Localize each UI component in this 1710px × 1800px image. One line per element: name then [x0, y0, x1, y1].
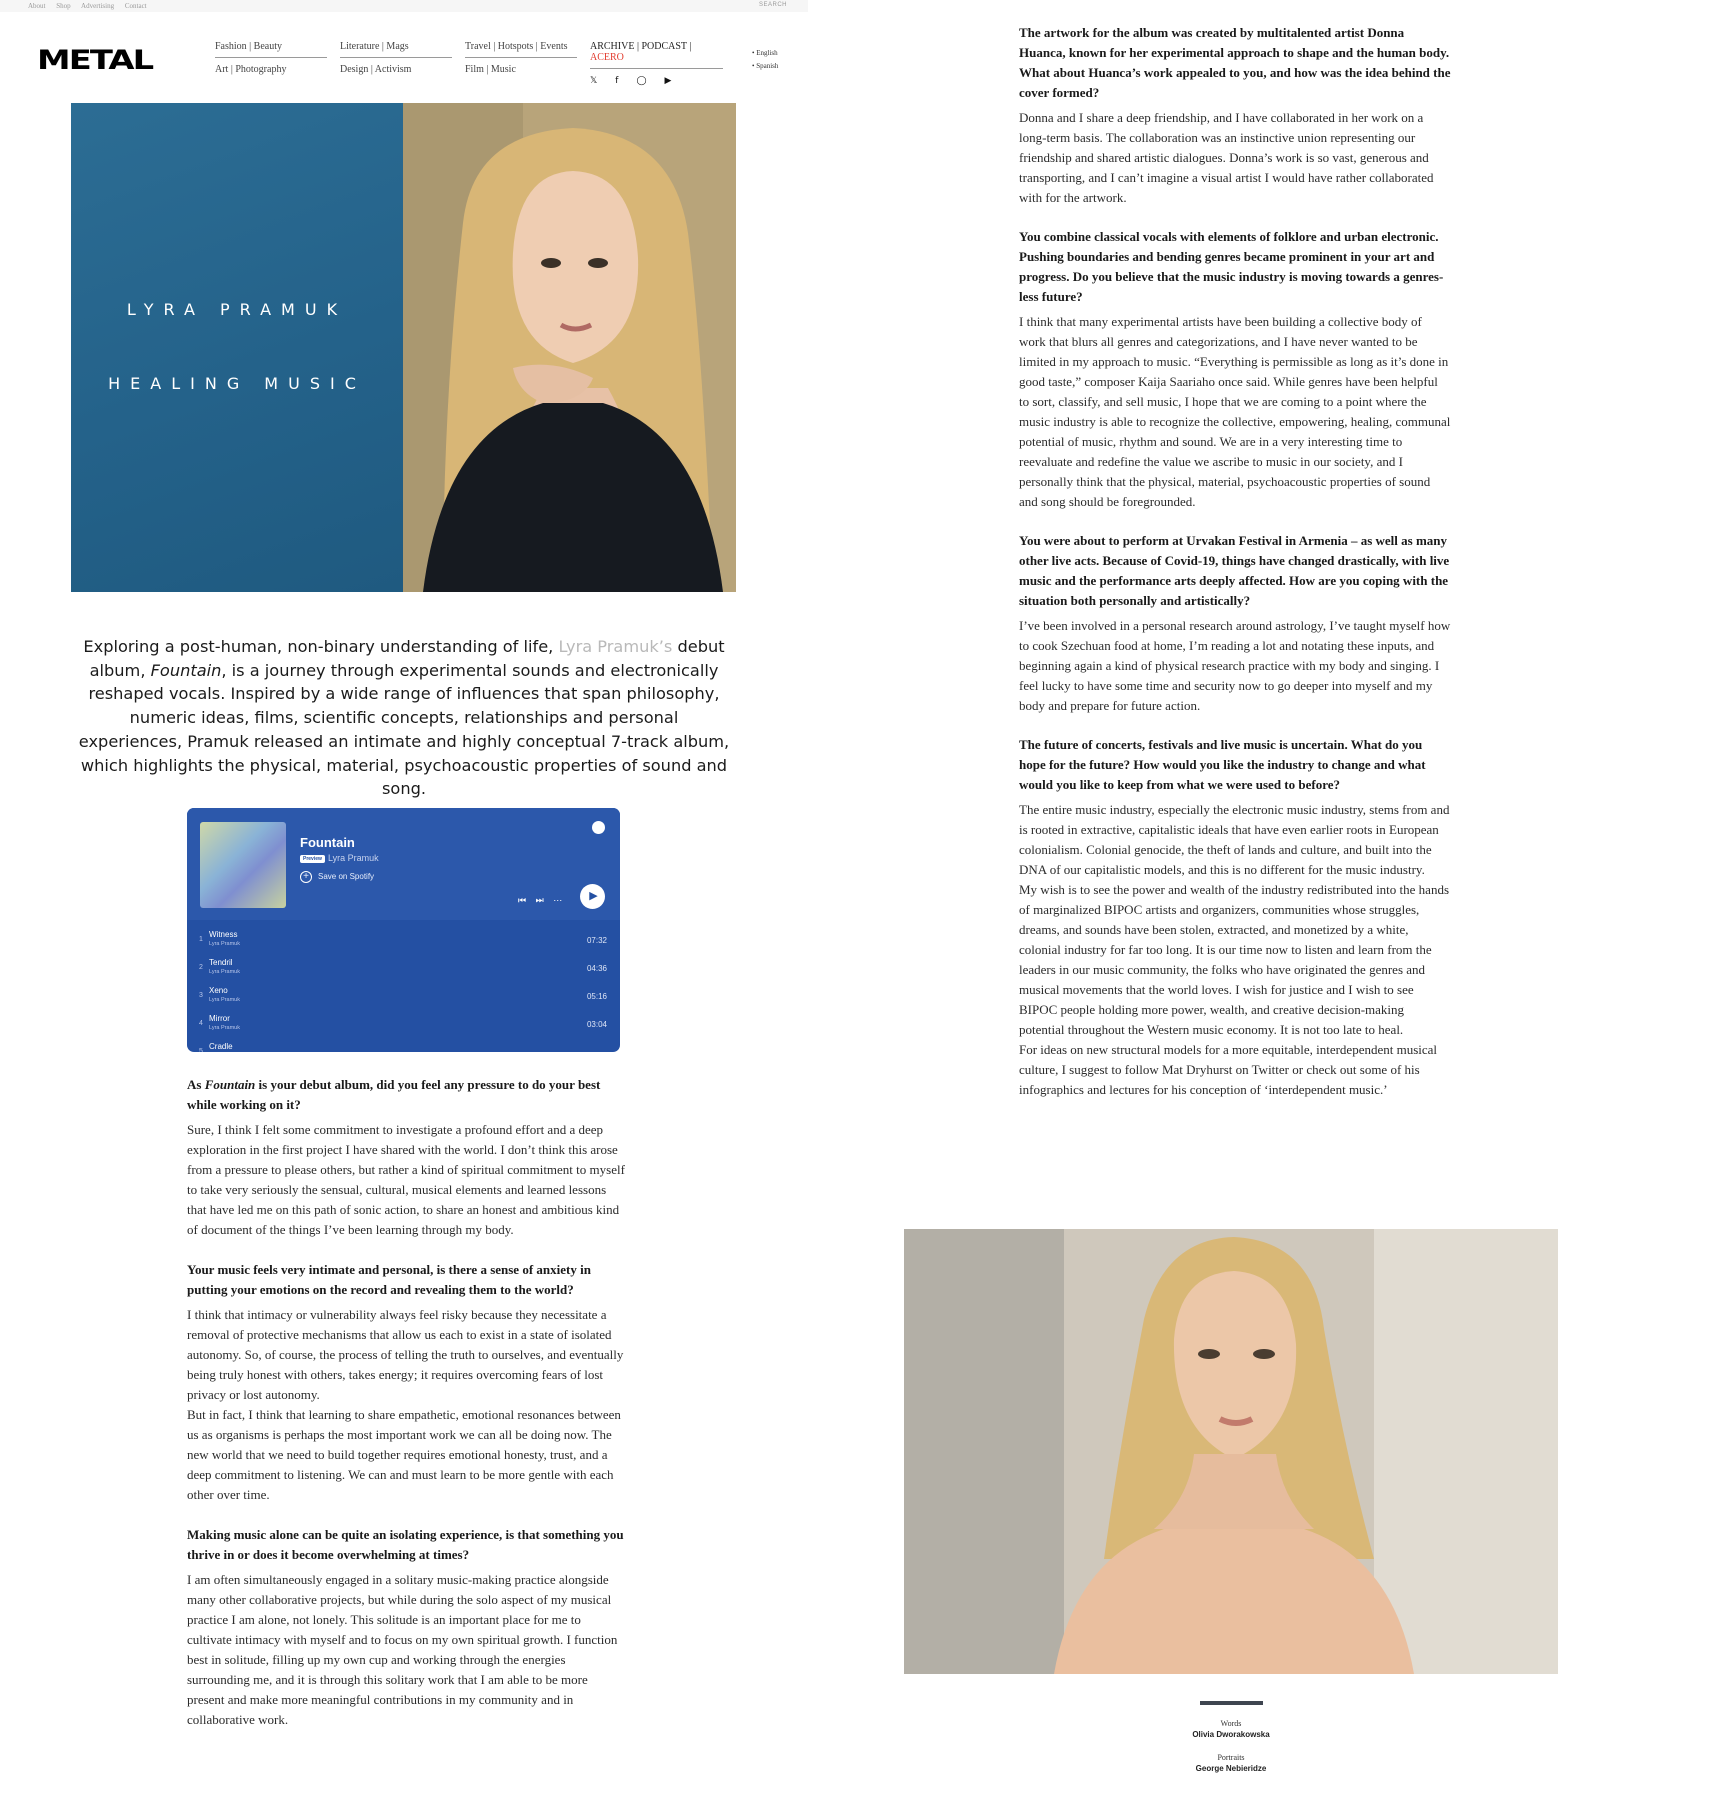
question: You were about to perform at Urvakan Festival in Armenia – as well as many other live acts. Because of Covid-19, things have changed drastically, with live music and the performance arts deeply affected. How are you coping with the situation both personally and artistically? [1019, 533, 1450, 608]
menu-column-3 [465, 41, 577, 75]
menu-column-1 [215, 41, 327, 75]
question: You combine classical vocals with elements of folklore and urban electronic. Pushing boundaries and bending genres became prominent in your art and progress. Do you believe that the music industry is moving towards a genres-less future? [1019, 229, 1444, 304]
menu-film-music[interactable]: Film | Music [465, 64, 516, 75]
track-artist: Lyra Pramuk [209, 969, 240, 975]
answer: My wish is to see the power and wealth of the industry redistributed into the hands of marginalized BIPOC artists and organizers, communities whose struggles, dreams, and sounds have been stolen, extracted, and monetized by a white, colonial industry for far too long. It is our time now to listen and learn from the leaders in our music community, the folks who have originated the genres and musical movements that the world loves. I wish for justice and I wish to see BIPOC people holding more power, wealth, and creative decision-making potential throughout the Western music economy. It is not too late to heal. [1019, 882, 1450, 1037]
track-row[interactable] [187, 926, 620, 954]
track-number: 1 [199, 936, 203, 943]
menu-column-4 [590, 41, 723, 86]
answer: For ideas on new structural models for a more equitable, interdependent musical culture, I suggest to follow Mat Dryhurst on Twitter or check out some of his infographics and lectures for his conception of ‘interdependent music.’ [1019, 1042, 1438, 1097]
answer: I am often simultaneously engaged in a solitary music-making practice alongside many other collaborative projects, but while during the solo aspect of my musical practice I am alone, not lonely. This solitude is an important place for me to cultivate intimacy with myself and to focus on my own spiritual growth. I function best in solitude, filling up my own cup and working through the energies surrounding me, and it is through this solitary work that I am able to be more present and make more meaningful contributions in my community and in collaborative work. [187, 1572, 618, 1727]
previous-track-icon[interactable]: ⏮ [518, 895, 527, 905]
intro-text-2: debut album, [89, 637, 725, 680]
nav-contact-link[interactable]: Contact [124, 2, 147, 10]
menu-art-photography[interactable]: Art | Photography [215, 64, 287, 75]
track-title: Tendril [209, 958, 233, 967]
question: Your music feels very intimate and personal, is there a sense of anxiety in putting your emotions on the record and revealing them to the world? [187, 1262, 591, 1297]
menu-acero[interactable]: ACERO [590, 52, 624, 63]
language-switcher [752, 47, 778, 73]
intro-text-1: Exploring a post-human, non-binary understanding of life, [83, 637, 559, 656]
facebook-icon[interactable]: f [615, 76, 619, 86]
top-nav [28, 2, 156, 10]
question: Making music alone can be quite an isolating experience, is that something you thrive in or does it become overwhelming at times? [187, 1527, 624, 1562]
track-artist: Lyra Pramuk [209, 997, 240, 1003]
artist-link[interactable]: Lyra Pramuk’s [558, 637, 673, 656]
social-links [590, 69, 723, 86]
credits [1131, 1718, 1331, 1786]
intro-album-title: Fountain [150, 660, 222, 680]
instagram-icon[interactable]: ◯ [636, 76, 647, 86]
menu-archive-podcast-label[interactable]: ARCHIVE | PODCAST | [590, 41, 692, 52]
hero-title-panel [71, 103, 403, 592]
answer: I think that many experimental artists have been building a collective body of work that blurs all genres and categorizations, and I have never wanted to be limited in my approach to music. “Everything is permissible as long as it’s done in good taste,” composer Kaija Saariaho once said. While genres have been helpful to sort, classify, and sell music, I hope that we are coming to a point where the music industry is able to recognize the collective, empowering, healing, communal potential of music, rhythm and sound. We are in a very interesting time to reevaluate and redefine the value we ascribe to music in our society, and I personally think that the physical, material, psychoacoustic properties of sound and song should be foregrounded. [1019, 314, 1451, 509]
youtube-icon[interactable]: ▶ [664, 76, 672, 86]
second-portrait-image [904, 1229, 1558, 1674]
lang-spanish[interactable]: • Spanish [752, 62, 779, 70]
track-row[interactable] [187, 954, 620, 982]
question [187, 1075, 627, 1115]
track-number: 4 [199, 1020, 203, 1027]
preview-badge: Preview [300, 855, 325, 863]
answer: Sure, I think I felt some commitment to investigate a profound effort and a deep exploration in the first project I have shared with the world. I don’t think this arose from a pressure to please others, but rather a kind of spiritual commitment to myself to take very seriously the sensual, cultural, musical elements and learned lessons that have led me on this path of sonic action, to share an honest and ambitious kind of document of the things I’ve been learning through my body. [187, 1122, 625, 1237]
spotify-logo-icon[interactable] [592, 821, 605, 834]
track-number: 2 [199, 964, 203, 971]
intro-paragraph [76, 635, 732, 801]
track-row[interactable] [187, 1038, 620, 1052]
player-album-title[interactable]: Fountain [300, 835, 355, 850]
plus-circle-icon: + [300, 871, 312, 883]
track-title: Cradle [209, 1042, 233, 1051]
interview-left [187, 1075, 627, 1750]
track-row[interactable] [187, 982, 620, 1010]
track-artist: Lyra Pramuk [209, 1025, 240, 1031]
track-duration: 03:04 [586, 1020, 607, 1029]
nav-shop-link[interactable]: Shop [56, 2, 71, 10]
credits-words-name: Olivia Dworakowska [1192, 1730, 1270, 1739]
menu-travel-hotspots-events[interactable]: Travel | Hotspots | Events [465, 41, 577, 58]
question: The artwork for the album was created by multitalented artist Donna Huanca, known for her experimental approach to shape and the human body. What about Huanca’s work appealed to you, and how was the idea behind the cover formed? [1019, 25, 1451, 100]
track-duration: 07:32 [586, 936, 607, 945]
track-number: 5 [199, 1048, 203, 1052]
search-link[interactable]: SEARCH [759, 2, 788, 8]
question: The future of concerts, festivals and live music is uncertain. What do you hope for the future? How would you like the industry to change and what would you like to keep from what we were used to before? [1019, 737, 1426, 792]
menu-design-activism[interactable]: Design | Activism [340, 64, 412, 75]
hero [71, 103, 736, 592]
hero-artist-name: LYRA PRAMUK [126, 300, 348, 319]
track-row[interactable] [187, 1010, 620, 1038]
menu-literature-mags[interactable]: Literature | Mags [340, 41, 452, 58]
interview-right [1019, 23, 1451, 1100]
menu-fashion-beauty[interactable]: Fashion | Beauty [215, 41, 327, 58]
track-title: Witness [209, 930, 238, 939]
answer: Donna and I share a deep friendship, and I have collaborated in her work on a long-term basis. The collaboration was an instinctive union representing our friendship and shared artistic dialogues. Donna’s work is so vast, generous and transporting, and I can’t imagine a visual artist I would have rather collaborated with for the artwork. [1019, 110, 1434, 205]
question-text: As [187, 1077, 205, 1092]
save-on-spotify-label: Save on Spotify [318, 872, 375, 882]
credits-portraits-name: George Nebieridze [1195, 1764, 1267, 1773]
spotify-embed-player [187, 808, 620, 1052]
track-artist: Lyra Pramuk [209, 941, 240, 947]
answer: The entire music industry, especially the electronic music industry, stems from and is rooted in extractive, capitalistic ideals that have even earlier roots in European colonialism. Colonial genocide, the theft of lands and culture, and built into the DNA of our capitalistic models, and this is no different for the music industry. [1019, 802, 1450, 877]
answer: But in fact, I think that learning to share empathetic, emotional resonances between us as organisms is perhaps the most important work we can all be doing now. The new world that we need to build together requires emotional honesty, trust, and a deep commitment to listening. We can and must learn to be more gentle with each other over time. [187, 1407, 621, 1502]
menu-archive-podcast[interactable] [590, 41, 723, 69]
hero-portrait-image [403, 103, 736, 592]
nav-advertising-link[interactable]: Advertising [81, 2, 115, 10]
track-duration: 04:36 [586, 964, 607, 973]
site-logo[interactable]: METAL [37, 45, 153, 76]
player-controls [518, 895, 569, 906]
play-button[interactable] [580, 884, 605, 909]
question-text: is your debut album, did you feel any pressure to do your best while working on it? [187, 1077, 601, 1112]
player-artist[interactable]: Lyra Pramuk [328, 853, 379, 863]
hero-headline: HEALING MUSIC [108, 374, 366, 393]
intro-text-3: , is a journey through experimental sounds and electronically reshaped vocals. Inspired by a wide range of influences that span philosophy, numeric ideas, films, scientific concepts, relationships and personal experiences, Pramuk released an intimate and highly conceptual 7-track album, which highlights the physical, material, psychoacoustic properties of sound and song. [78, 660, 730, 799]
track-number: 3 [199, 992, 203, 999]
track-duration: 05:16 [586, 992, 607, 1001]
credits-portraits-label: Portraits [1217, 1753, 1245, 1762]
more-options-icon[interactable]: ⋯ [553, 895, 563, 905]
album-cover-image[interactable] [200, 822, 286, 908]
nav-about-link[interactable]: About [28, 2, 46, 10]
lang-english[interactable]: • English [752, 49, 778, 57]
play-icon: ▶ [589, 890, 598, 902]
twitter-icon[interactable]: 𝕏 [590, 76, 598, 86]
track-title: Mirror [209, 1014, 230, 1023]
question-album: Fountain [204, 1077, 256, 1092]
answer: I think that intimacy or vulnerability always feel risky because they necessitate a removal of protective mechanisms that allow us each to exist in a state of isolated autonomy. So, of course, the process of telling the truth to ourselves, and eventually being truly honest with others, takes energy; it requires overcoming fears of lost privacy or lost autonomy. [187, 1307, 624, 1402]
left-screen [0, 0, 808, 1800]
answer: I’ve been involved in a personal research around astrology, I’ve taught myself how to cook Szechuan food at home, I’m reading a lot and notating these inputs, and beginning again a kind of physical research practice with my body and singing. I feel lucky to have some time and security now to go deeper into myself and my body and prepare for future action. [1019, 618, 1451, 713]
credits-divider [1200, 1701, 1263, 1705]
track-title: Xeno [209, 986, 228, 995]
save-on-spotify-button[interactable] [300, 871, 374, 883]
menu-column-2 [340, 41, 452, 75]
credits-words-label: Words [1220, 1719, 1242, 1728]
next-track-icon[interactable]: ⏭ [535, 895, 544, 905]
